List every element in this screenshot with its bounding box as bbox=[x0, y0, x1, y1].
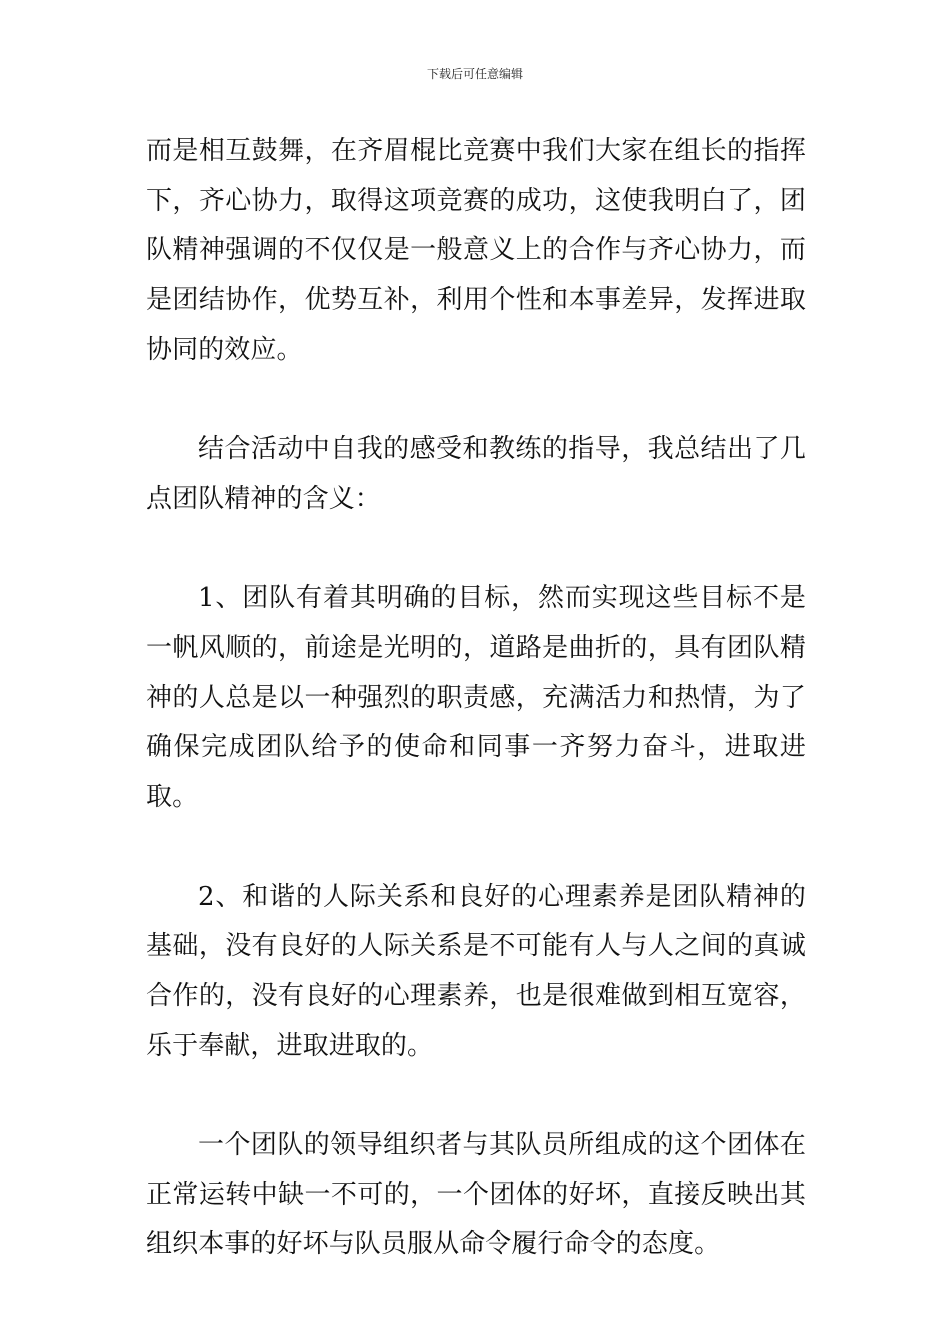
paragraph-leadership: 一个团队的领导组织者与其队员所组成的这个团体在正常运转中缺一不可的，一个团体的好坏，直接反映出其组织本事的好坏与队员服从命令履行命令的态度。 bbox=[146, 1130, 806, 1260]
paragraph-spacer bbox=[146, 376, 806, 426]
paragraph-point-2: 2、和谐的人际关系和良好的心理素养是团队精神的基础，没有良好的人际关系是不可能有人与人之间的真诚合作的，没有良好的心理素养，也是很难做到相互宽容，乐于奉献，进取进取的。 bbox=[146, 881, 806, 1061]
paragraph-continuation: 而是相互鼓舞，在齐眉棍比竞赛中我们大家在组长的指挥下，齐心协力，取得这项竞赛的成功，这使我明白了，团队精神强调的不仅仅是一般意义上的合作与齐心协力，而是团结协作，优势互补，利用个性和本事差异，发挥进取协同的效应。 bbox=[146, 136, 806, 365]
paragraph-spacer bbox=[146, 525, 806, 575]
paragraph-spacer bbox=[146, 1071, 806, 1121]
page-header: 下载后可任意编辑 bbox=[426, 67, 523, 81]
paragraph-spacer bbox=[146, 823, 806, 873]
paragraph-point-1: 1、团队有着其明确的目标，然而实现这些目标不是一帆风顺的，前途是光明的，道路是曲折的，具有团队精神的人总是以一种强烈的职责感，充满活力和热情，为了确保完成团队给予的使命和同事一齐努力奋斗，进取进取。 bbox=[146, 583, 806, 813]
document-body bbox=[146, 127, 806, 1270]
paragraph-summary-intro: 结合活动中自我的感受和教练的指导，我总结出了几点团队精神的含义： bbox=[146, 434, 806, 514]
